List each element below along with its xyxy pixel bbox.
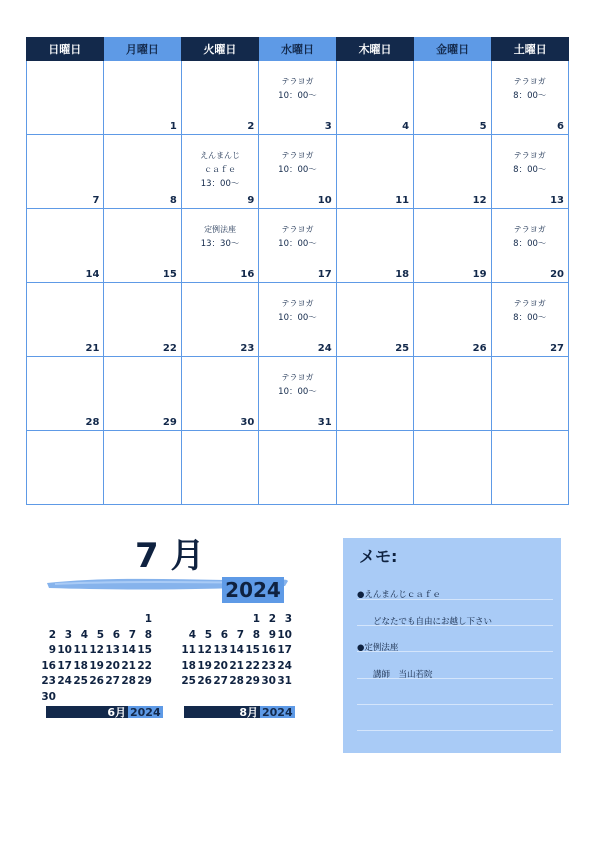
mini-day: 18 xyxy=(181,659,196,672)
mini-day: 16 xyxy=(261,644,276,656)
mini-day: 6 xyxy=(220,628,228,641)
day-number: 2 xyxy=(247,121,255,132)
memo-box xyxy=(343,538,561,753)
day-cell xyxy=(337,135,414,209)
mini-day: 9 xyxy=(48,644,56,656)
mini-week-row xyxy=(180,644,292,660)
mini-month-august: 8月 xyxy=(184,706,260,718)
mini-day: 15 xyxy=(245,644,260,656)
day-number: 25 xyxy=(395,343,410,354)
mini-day: 12 xyxy=(197,644,212,656)
event xyxy=(492,75,568,103)
mini-day xyxy=(72,691,88,707)
day-cell xyxy=(27,209,104,283)
day-cell xyxy=(259,135,336,209)
event xyxy=(259,149,335,177)
mini-week-row xyxy=(40,629,152,645)
mini-day: 19 xyxy=(89,659,104,672)
mini-day: 21 xyxy=(229,659,244,672)
day-number: 6 xyxy=(557,121,564,132)
weekday-header xyxy=(26,37,569,61)
mini-day: 3 xyxy=(64,628,72,641)
mini-day: 27 xyxy=(213,675,228,687)
mini-day: 24 xyxy=(277,659,292,672)
day-cell xyxy=(182,431,259,505)
day-cell xyxy=(104,357,181,431)
mini-week-row xyxy=(40,613,152,629)
day-number: 18 xyxy=(395,269,410,280)
memo-item-houza: ●定例法座 xyxy=(357,643,399,653)
event xyxy=(492,297,568,325)
event-time: 10：00～ xyxy=(278,165,317,175)
day-cell xyxy=(259,431,336,505)
mini-label-june xyxy=(46,706,163,718)
memo-rule xyxy=(357,730,553,731)
mini-day: 10 xyxy=(277,628,292,641)
mini-day xyxy=(136,691,152,707)
memo-note-houza: 講師 当山若院 xyxy=(373,670,433,680)
mini-day: 19 xyxy=(197,659,212,672)
mini-label-august xyxy=(184,706,295,718)
day-cell xyxy=(259,209,336,283)
day-cell xyxy=(259,283,336,357)
mini-day: 26 xyxy=(89,675,104,687)
mini-week-row xyxy=(40,660,152,676)
mini-day: 23 xyxy=(261,659,276,672)
mini-day xyxy=(72,613,88,629)
day-cell xyxy=(27,61,104,135)
mini-day: 20 xyxy=(213,659,228,672)
weekday-sat: 土曜日 xyxy=(491,37,569,61)
event-title: えんまんじ ｃａｆｅ xyxy=(200,151,241,174)
event-title: テラヨガ xyxy=(513,225,546,234)
day-number: 8 xyxy=(169,195,177,206)
event-time: 8：00～ xyxy=(513,91,547,101)
mini-day: 17 xyxy=(57,659,72,672)
mini-day xyxy=(180,613,196,629)
mini-calendar-august xyxy=(180,613,292,691)
day-cell xyxy=(492,431,569,505)
mini-week-row xyxy=(40,675,152,691)
mini-year-june: 2024 xyxy=(130,705,161,719)
event xyxy=(182,149,258,191)
event xyxy=(259,297,335,325)
day-number: 27 xyxy=(550,343,564,354)
weekday-mon: 月曜日 xyxy=(104,37,182,61)
event-title: テラヨガ xyxy=(281,151,314,160)
mini-day: 4 xyxy=(80,628,88,641)
mini-day: 3 xyxy=(284,613,292,625)
event-title: テラヨガ xyxy=(281,299,314,308)
mini-day xyxy=(104,613,120,629)
event xyxy=(492,149,568,177)
mini-day xyxy=(88,613,104,629)
day-cell xyxy=(27,357,104,431)
day-cell xyxy=(259,357,336,431)
mini-day: 15 xyxy=(137,644,152,656)
mini-day: 13 xyxy=(105,644,120,656)
day-cell xyxy=(337,431,414,505)
mini-day: 8 xyxy=(144,628,152,641)
mini-day: 2 xyxy=(268,613,276,625)
mini-day xyxy=(40,613,56,629)
mini-day: 22 xyxy=(245,659,260,672)
mini-day: 22 xyxy=(137,659,152,672)
day-number: 26 xyxy=(472,343,487,354)
event-time: 13：30～ xyxy=(200,239,240,249)
mini-day: 13 xyxy=(213,644,228,656)
mini-day: 29 xyxy=(137,675,152,687)
event-title: テラヨガ xyxy=(281,225,314,234)
day-cell xyxy=(27,283,104,357)
weekday-thu: 木曜日 xyxy=(336,37,414,61)
event-time: 8：00～ xyxy=(513,165,547,175)
weekday-fri: 金曜日 xyxy=(414,37,492,61)
mini-week-row xyxy=(180,613,292,629)
day-cell xyxy=(104,135,181,209)
day-cell xyxy=(259,61,336,135)
mini-day xyxy=(56,613,72,629)
day-number: 11 xyxy=(395,195,410,206)
day-cell xyxy=(27,135,104,209)
memo-rule xyxy=(357,704,553,705)
mini-week-row xyxy=(180,660,292,676)
day-cell xyxy=(182,357,259,431)
mini-day: 7 xyxy=(128,628,136,641)
day-cell xyxy=(337,61,414,135)
day-number: 1 xyxy=(169,121,177,132)
event-time: 10：00～ xyxy=(278,387,317,397)
day-number: 14 xyxy=(85,269,100,280)
day-cell xyxy=(492,61,569,135)
mini-day xyxy=(196,613,212,629)
day-cell xyxy=(414,431,491,505)
mini-day: 28 xyxy=(121,675,136,687)
mini-day: 2 xyxy=(48,628,56,641)
mini-day xyxy=(120,613,136,629)
day-cell xyxy=(104,283,181,357)
monthly-calendar xyxy=(26,37,569,505)
event-time: 10：00～ xyxy=(278,91,317,101)
mini-day: 26 xyxy=(197,675,212,687)
memo-note-cafe: どなたでも自由にお越し下さい xyxy=(373,617,493,627)
day-cell xyxy=(492,209,569,283)
day-number: 5 xyxy=(479,121,487,132)
mini-day: 23 xyxy=(41,675,56,687)
mini-week-row xyxy=(180,675,292,691)
memo-item-cafe: ●えんまんじｃａｆｅ xyxy=(357,590,441,600)
event-time: 10：00～ xyxy=(278,313,317,323)
event-title: テラヨガ xyxy=(513,151,546,160)
event-title: テラヨガ xyxy=(513,299,546,308)
day-cell xyxy=(182,61,259,135)
day-number: 21 xyxy=(85,343,100,354)
day-cell xyxy=(492,357,569,431)
mini-calendar-june xyxy=(40,613,152,706)
mini-day: 25 xyxy=(181,675,196,687)
day-cell xyxy=(337,283,414,357)
event xyxy=(259,75,335,103)
mini-day: 8 xyxy=(252,628,260,641)
day-number: 29 xyxy=(162,417,177,428)
day-cell xyxy=(104,431,181,505)
mini-week-row xyxy=(180,629,292,645)
day-cell xyxy=(414,283,491,357)
day-cell xyxy=(414,357,491,431)
weekday-tue: 火曜日 xyxy=(181,37,259,61)
mini-day: 24 xyxy=(57,675,72,687)
mini-day: 11 xyxy=(73,644,88,656)
event-time: 8：00～ xyxy=(513,313,547,323)
day-number: 31 xyxy=(317,417,332,428)
day-cell xyxy=(414,61,491,135)
mini-day: 14 xyxy=(121,644,136,656)
mini-day: 18 xyxy=(73,659,88,672)
mini-day: 21 xyxy=(121,659,136,672)
mini-day: 30 xyxy=(41,690,56,703)
event-title: テラヨガ xyxy=(281,77,314,86)
mini-day: 16 xyxy=(41,659,56,672)
day-number: 3 xyxy=(324,121,332,132)
day-number: 15 xyxy=(162,269,177,280)
event-title: 定例法座 xyxy=(204,225,237,234)
day-number: 13 xyxy=(550,195,564,206)
calendar-grid xyxy=(26,61,569,505)
mini-day xyxy=(228,613,244,629)
mini-day xyxy=(56,691,72,707)
year-label: 2024 xyxy=(222,577,284,603)
mini-day: 14 xyxy=(229,644,244,656)
day-number: 30 xyxy=(240,417,255,428)
event-title: テラヨガ xyxy=(513,77,546,86)
day-cell xyxy=(182,209,259,283)
day-cell xyxy=(182,135,259,209)
mini-day: 25 xyxy=(73,675,88,687)
day-cell xyxy=(414,209,491,283)
mini-day: 5 xyxy=(204,628,212,641)
event-time: 8：00～ xyxy=(513,239,547,249)
event-title: テラヨガ xyxy=(281,373,314,382)
mini-day: 9 xyxy=(268,628,276,641)
day-number: 23 xyxy=(240,343,255,354)
day-number: 16 xyxy=(240,269,255,280)
mini-day: 17 xyxy=(277,644,292,656)
event-time: 10：00～ xyxy=(278,239,317,249)
event xyxy=(259,223,335,251)
event xyxy=(259,371,335,399)
day-number: 24 xyxy=(317,343,332,354)
mini-week-row xyxy=(40,644,152,660)
day-cell xyxy=(492,283,569,357)
memo-title: メモ: xyxy=(359,547,398,566)
event-time: 13：00～ xyxy=(200,179,240,189)
mini-day: 7 xyxy=(236,628,244,641)
day-number: 4 xyxy=(402,121,410,132)
mini-day: 6 xyxy=(112,628,120,641)
mini-day: 10 xyxy=(57,644,72,656)
mini-day: 28 xyxy=(229,675,244,687)
event xyxy=(182,223,258,251)
weekday-wed: 水曜日 xyxy=(259,37,337,61)
event xyxy=(492,223,568,251)
mini-day: 30 xyxy=(261,675,276,687)
day-cell xyxy=(492,135,569,209)
day-number: 28 xyxy=(85,417,100,428)
mini-day: 27 xyxy=(105,675,120,687)
weekday-sun: 日曜日 xyxy=(26,37,104,61)
mini-day: 20 xyxy=(105,659,120,672)
day-number: 17 xyxy=(317,269,332,280)
mini-year-august: 2024 xyxy=(262,705,293,719)
mini-day: 5 xyxy=(96,628,104,641)
day-number: 12 xyxy=(472,195,487,206)
mini-week-row xyxy=(40,691,152,707)
mini-day: 11 xyxy=(181,644,196,656)
mini-day xyxy=(212,613,228,629)
mini-day xyxy=(88,691,104,707)
mini-day: 12 xyxy=(89,644,104,656)
day-number: 9 xyxy=(247,195,255,206)
mini-day: 1 xyxy=(252,613,260,625)
mini-day: 4 xyxy=(188,628,196,641)
day-cell xyxy=(337,357,414,431)
month-title: 7 月 xyxy=(135,536,205,576)
day-cell xyxy=(182,283,259,357)
day-number: 22 xyxy=(162,343,177,354)
day-number: 19 xyxy=(472,269,487,280)
day-cell xyxy=(27,431,104,505)
day-cell xyxy=(337,209,414,283)
day-number: 10 xyxy=(317,195,332,206)
day-cell xyxy=(104,61,181,135)
mini-day: 1 xyxy=(144,613,152,625)
day-cell xyxy=(414,135,491,209)
day-number: 7 xyxy=(92,195,100,206)
day-number: 20 xyxy=(550,269,564,280)
day-cell xyxy=(104,209,181,283)
mini-month-june: 6月 xyxy=(46,706,128,718)
mini-day: 31 xyxy=(277,675,292,687)
mini-day: 29 xyxy=(245,675,260,687)
